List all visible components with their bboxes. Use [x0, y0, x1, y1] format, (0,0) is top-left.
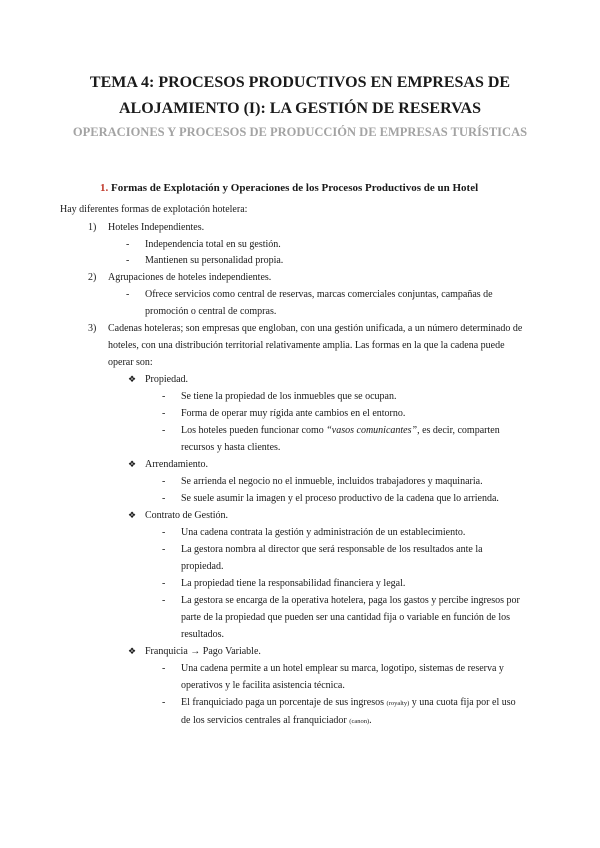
- dash-bullet: -: [162, 544, 166, 555]
- diamond-bullet-icon: ❖: [128, 646, 137, 656]
- dash-bullet: -: [126, 255, 130, 266]
- list-item: Se arrienda el negocio no el inmueble, incluidos trabajadores y maquinaria.: [181, 476, 483, 487]
- list-item: Una cadena permite a un hotel emplear su marca, logotipo, sistemas de reserva y operativos y le facilita asistencia técnica.: [181, 663, 504, 691]
- section-title: Formas de Explotación y Operaciones de los Procesos Productivos de un Hotel: [111, 182, 479, 194]
- list-item: La gestora se encarga de la operativa hotelera, paga los gastos y percibe ingresos por parte de la propiedad que pueden ser una cantidad fija o variable en función de los resultados.: [181, 595, 520, 640]
- list-item: [181, 694, 526, 730]
- dash-bullet: -: [162, 493, 166, 504]
- dash-bullet: -: [126, 239, 130, 250]
- list-item-text: y una cuota fija por el uso de los servicios centrales al franquiciador: [181, 697, 516, 726]
- intro-text: Hay diferentes formas de explotación hotelera:: [60, 204, 248, 215]
- item-3-text: Cadenas hoteleras; son empresas que engloban, con una gestión unificada, a un número determinado de hoteles, con una distribución territorial relativamente amplia. Las formas en la que la cadena puede operar son:: [108, 323, 523, 368]
- list-item: La gestora nombra al director que será responsable de los resultados ante la propiedad.: [181, 544, 483, 572]
- list-item-italic: “vasos comunicantes”: [326, 425, 418, 436]
- form-franquicia: Franquicia → Pago Variable.: [145, 646, 261, 657]
- page-subtitle: OPERACIONES Y PROCESOS DE PRODUCCIÓN DE EMPRESAS TURÍSTICAS: [72, 125, 528, 139]
- dash-bullet: -: [162, 578, 166, 589]
- list-item-text: , es decir, comparten recursos y hasta clientes.: [181, 425, 500, 453]
- list-item: Mantienen su personalidad propia.: [145, 255, 284, 266]
- item-1-label: 1): [88, 222, 97, 233]
- dash-bullet: -: [162, 391, 166, 402]
- section-heading: [100, 180, 478, 196]
- dash-bullet: -: [126, 289, 130, 300]
- list-item: Una cadena contrata la gestión y administración de un establecimiento.: [181, 527, 466, 538]
- list-item-text: .: [369, 715, 372, 726]
- list-item: Forma de operar muy rígida ante cambios en el entorno.: [181, 408, 406, 419]
- dash-bullet: -: [162, 595, 166, 606]
- item-2-text: Agrupaciones de hoteles independientes.: [108, 272, 272, 283]
- page-title: TEMA 4: PROCESOS PRODUCTIVOS EN EMPRESAS DE ALOJAMIENTO (I): LA GESTIÓN DE RESERVAS: [89, 74, 511, 117]
- diamond-bullet-icon: ❖: [128, 510, 137, 520]
- list-item: Ofrece servicios como central de reservas, marcas comerciales conjuntas, campañas de promoción o central de compras.: [145, 289, 493, 317]
- list-item: La propiedad tiene la responsabilidad financiera y legal.: [181, 578, 406, 589]
- list-item: [181, 422, 521, 456]
- list-item-text: Los hoteles pueden funcionar como: [181, 425, 327, 436]
- form-propiedad: Propiedad.: [145, 374, 189, 385]
- item-2-label: 2): [88, 272, 97, 283]
- form-contrato-gestion: Contrato de Gestión.: [145, 510, 229, 521]
- item-1-text: Hoteles Independientes.: [108, 222, 205, 233]
- list-item-text: El franquiciado paga un porcentaje de sus ingresos: [181, 697, 387, 708]
- list-item: Se suele asumir la imagen y el proceso productivo de la cadena que lo arrienda.: [181, 493, 499, 504]
- list-item-small: (canon): [349, 718, 370, 725]
- list-item-small: (royalty): [386, 700, 410, 707]
- diamond-bullet-icon: ❖: [128, 374, 137, 384]
- list-item: Independencia total en su gestión.: [145, 239, 281, 250]
- diamond-bullet-icon: ❖: [128, 459, 137, 469]
- dash-bullet: -: [162, 476, 166, 487]
- dash-bullet: -: [162, 408, 166, 419]
- dash-bullet: -: [162, 425, 166, 436]
- list-item: Se tiene la propiedad de los inmuebles que se ocupan.: [181, 391, 397, 402]
- dash-bullet: -: [162, 697, 166, 708]
- dash-bullet: -: [162, 663, 166, 674]
- dash-bullet: -: [162, 527, 166, 538]
- section-number: 1.: [100, 182, 109, 194]
- form-arrendamiento: Arrendamiento.: [145, 459, 209, 470]
- item-3-label: 3): [88, 323, 97, 334]
